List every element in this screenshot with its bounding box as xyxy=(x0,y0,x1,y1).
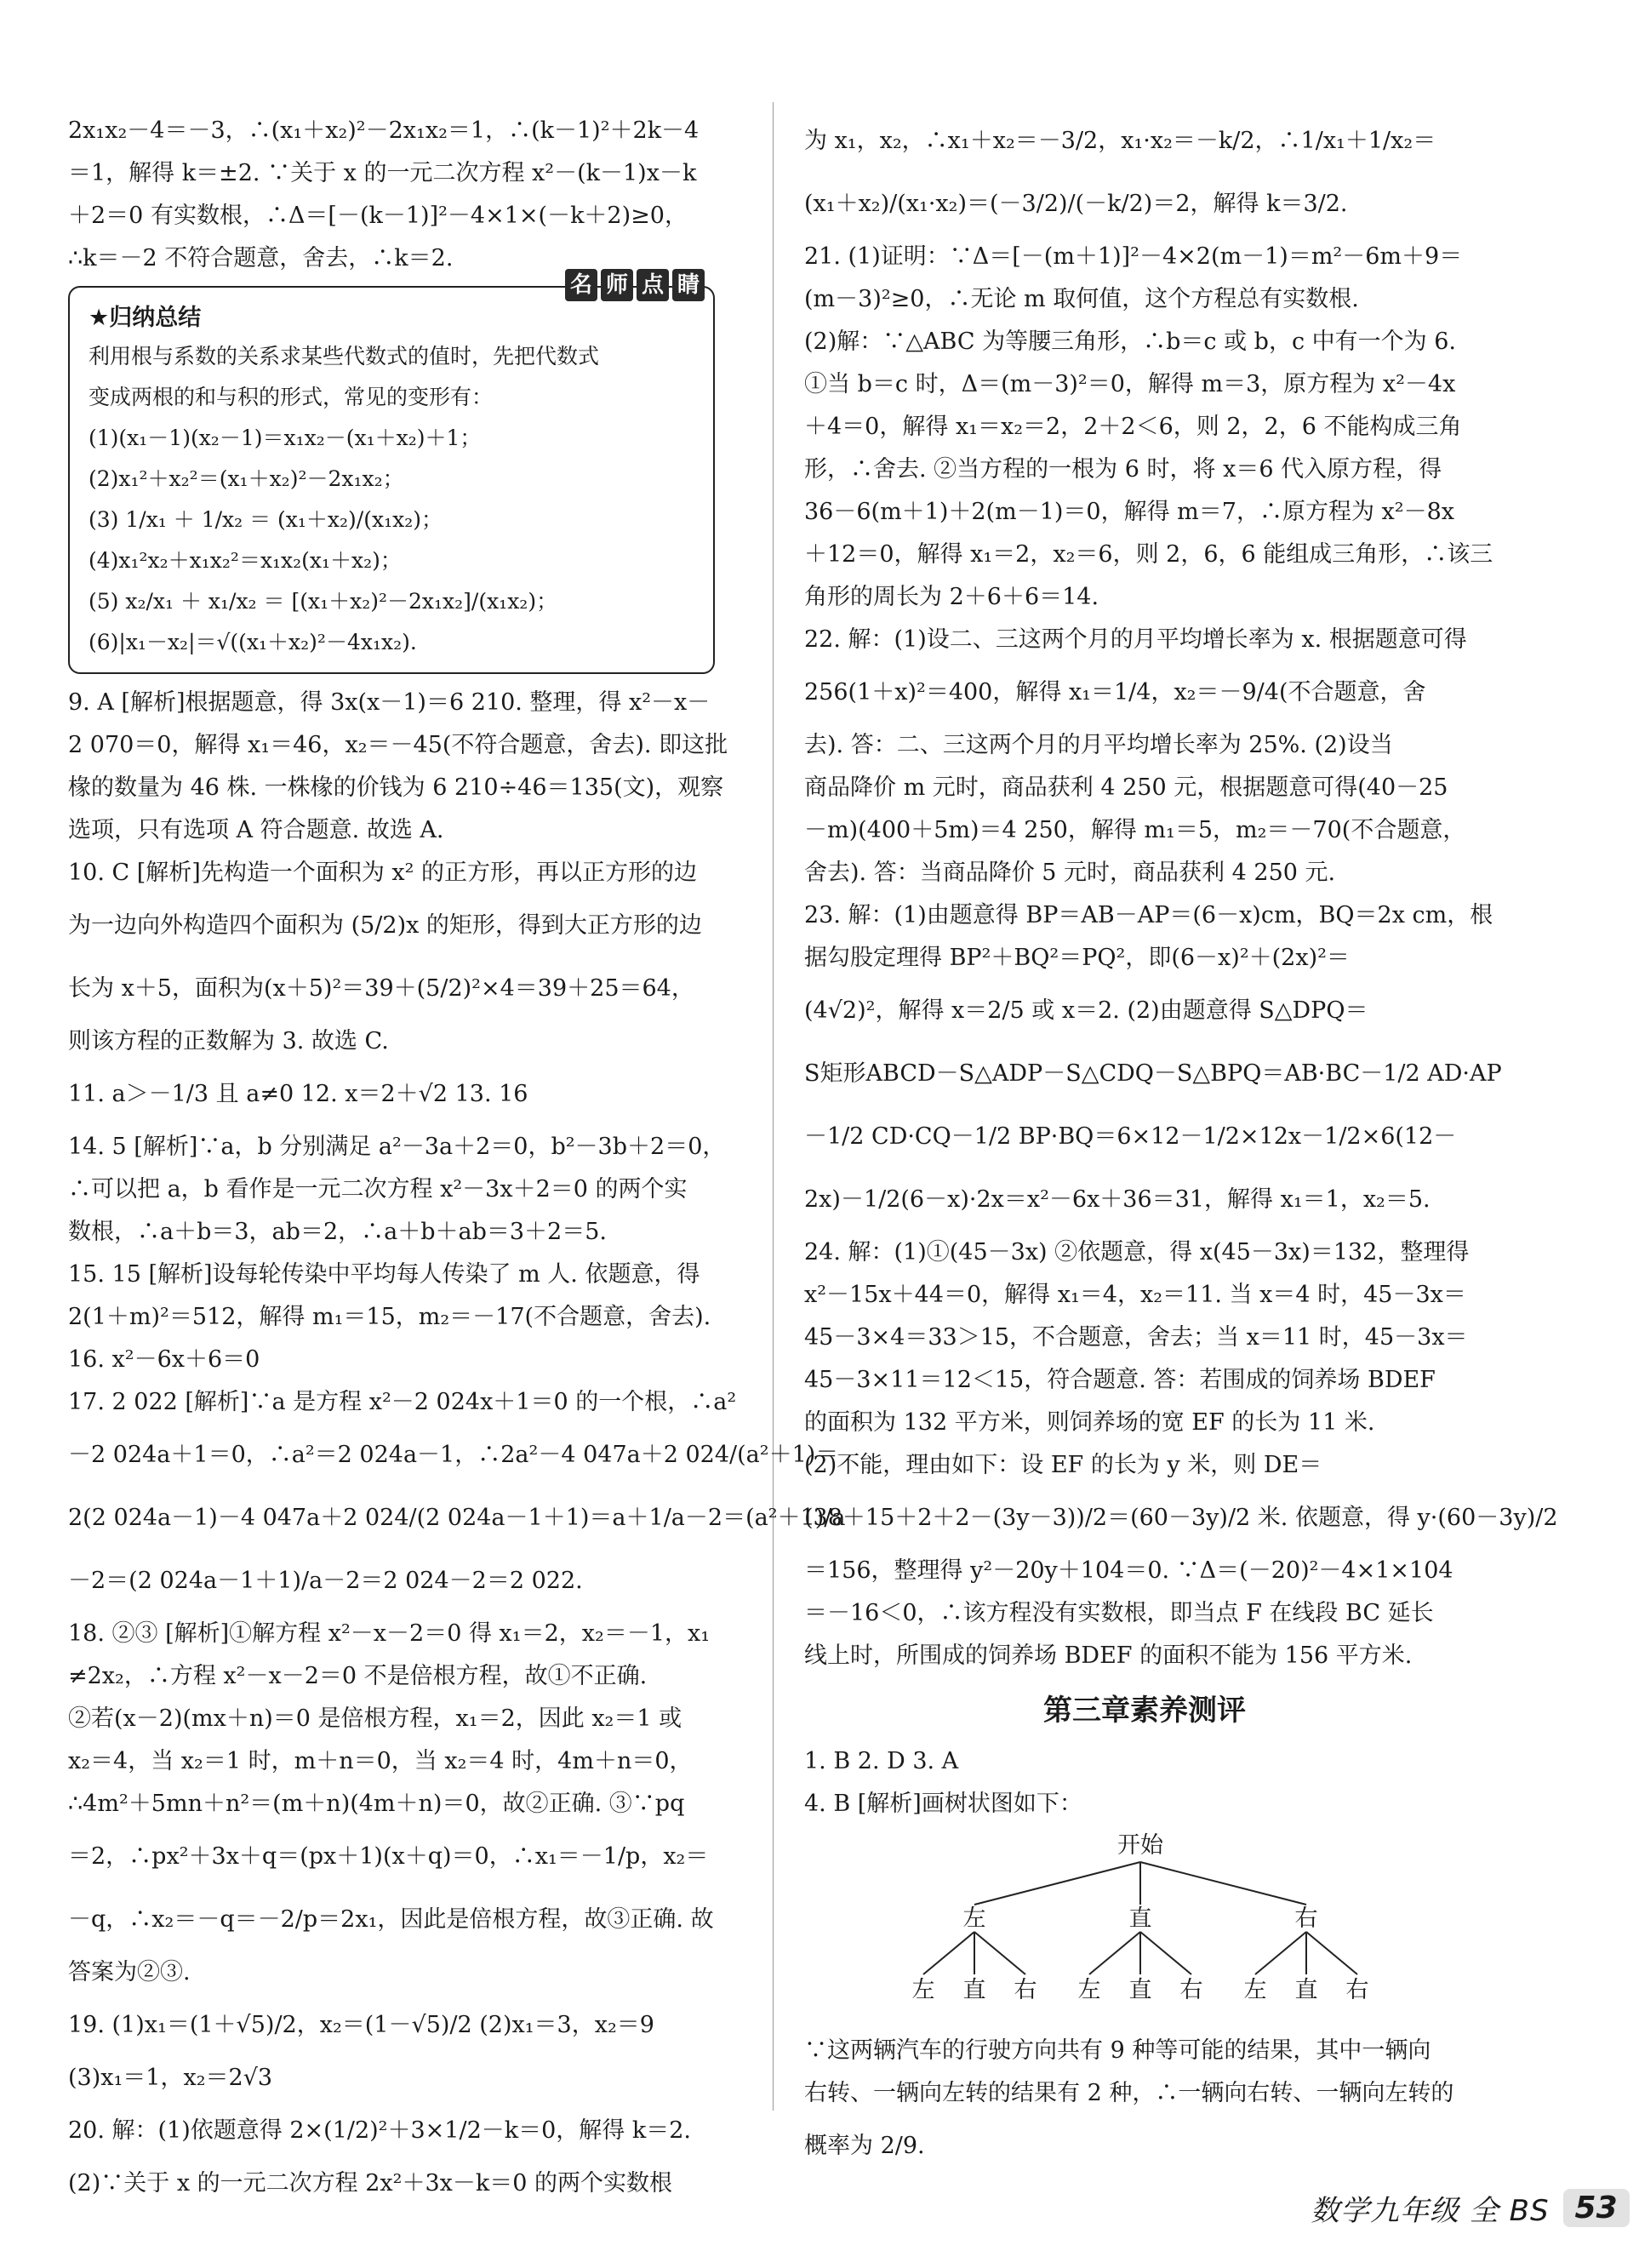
tree-edge xyxy=(1306,1932,1357,1974)
page-number: 53 xyxy=(1563,2189,1630,2227)
answer-line: 舍去). 答：当商品降价 5 元时，商品获利 4 250 元. xyxy=(804,860,1336,886)
answer-line: 形，∴舍去. ②当方程的一根为 6 时，将 x＝6 代入原方程，得 xyxy=(804,456,1442,483)
summary-line: (4)x₁²x₂＋x₁x₂²＝x₁x₂(x₁＋x₂)； xyxy=(89,548,402,573)
page-footer xyxy=(1311,2187,1630,2229)
answer-line: －q，∴x₂＝－q＝－2/p＝2x₁，因此是倍根方程，故③正确. 故 xyxy=(68,1906,714,1933)
answer-line: ①当 b＝c 时，Δ＝(m－3)²＝0，解得 m＝3，原方程为 x²－4x xyxy=(804,371,1456,397)
answer-line: ∴4m²＋5mn＋n²＝(m＋n)(4m＋n)＝0，故②正确. ③∵pq xyxy=(68,1791,685,1817)
answer-line: x²－15x＋44＝0，解得 x₁＝4，x₂＝11. 当 x＝4 时，45－3x＝ xyxy=(804,1282,1466,1308)
answer-line: 1. B 2. D 3. A xyxy=(804,1748,959,1774)
answer-line: 20. 解：(1)依题意得 2×(1/2)²＋3×1/2－k＝0，解得 k＝2. xyxy=(68,2117,691,2144)
answer-line: 23. 解：(1)由题意得 BP＝AB－AP＝(6－x)cm，BQ＝2x cm，根 xyxy=(804,902,1493,928)
badge-char: 师 xyxy=(601,269,633,301)
answer-line: 数根，∴a＋b＝3，ab＝2，∴a＋b＋ab＝3＋2＝5. xyxy=(68,1219,607,1245)
answer-line: 的面积为 132 平方米，则饲养场的宽 EF 的长为 11 米. xyxy=(804,1409,1375,1436)
answer-line: 为一边向外构造四个面积为 (5/2)x 的矩形，得到大正方形的边 xyxy=(68,912,702,939)
tree-diagram xyxy=(804,1828,1451,2024)
answer-line: －m)(400＋5m)＝4 250，解得 m₁＝5，m₂＝－70(不合题意， xyxy=(804,817,1466,843)
answer-line: 2 070＝0，解得 x₁＝46，x₂＝－45(不符合题意，舍去). 即这批 xyxy=(68,732,728,758)
tree-leaf: 左 xyxy=(911,1977,935,2003)
answer-line: 19. (1)x₁＝(1＋√5)/2，x₂＝(1－√5)/2 (2)x₁＝3，x₂＝9 xyxy=(68,2012,654,2038)
answer-line: 45－3×4＝33＞15，不合题意，舍去；当 x＝11 时，45－3x＝ xyxy=(804,1324,1468,1351)
column-divider xyxy=(773,102,774,2111)
tree-node: 右 xyxy=(1294,1905,1318,1932)
badge-char: 睛 xyxy=(672,269,705,301)
answer-line: ＝－16＜0，∴该方程没有实数根，即当点 F 在线段 BC 延长 xyxy=(804,1600,1434,1626)
badge-char: 点 xyxy=(637,269,669,301)
answer-line: 4. B [解析]画树状图如下： xyxy=(804,1791,1082,1817)
left-continuation xyxy=(68,111,745,279)
answer-line: (x₁＋x₂)/(x₁·x₂)＝(－3/2)/(－k/2)＝2，解得 k＝3/2. xyxy=(804,191,1348,217)
answer-line: S矩形ABCD－S△ADP－S△CDQ－S△BPQ＝AB·BC－1/2 AD·AP xyxy=(804,1060,1502,1087)
conclusion-line: ∵这两辆汽车的行驶方向共有 9 种等可能的结果，其中一辆向 xyxy=(804,2037,1431,2064)
left-answers xyxy=(68,683,846,2204)
answer-line: ＝156，整理得 y²－20y＋104＝0. ∵Δ＝(－20)²－4×1×104 xyxy=(804,1557,1453,1584)
answer-line: 36－6(m＋1)＋2(m－1)＝0，解得 m＝7，∴原方程为 x²－8x xyxy=(804,499,1454,525)
summary-box xyxy=(68,272,715,674)
answer-line: 为 x₁，x₂，∴x₁＋x₂＝－3/2，x₁·x₂＝－k/2，∴1/x₁＋1/x₂＝ xyxy=(804,128,1436,154)
answer-line: 则该方程的正数解为 3. 故选 C. xyxy=(68,1028,389,1054)
tree-edge xyxy=(1140,1862,1306,1905)
tree-leaf: 右 xyxy=(1014,1977,1037,2003)
answer-line: 18. ②③ [解析]①解方程 x²－x－2＝0 得 x₁＝2，x₂＝－1，x₁ xyxy=(68,1620,711,1647)
answer-line: x₂＝4，当 x₂＝1 时，m＋n＝0，当 x₂＝4 时，4m＋n＝0， xyxy=(68,1748,693,1774)
answer-line: 22. 解：(1)设二、三这两个月的月平均增长率为 x. 根据题意可得 xyxy=(804,626,1467,653)
answer-line: (4√2)²，解得 x＝2/5 或 x＝2. (2)由题意得 S△DPQ＝ xyxy=(804,997,1368,1024)
answer-line: 17. 2 022 [解析]∵a 是方程 x²－2 024x＋1＝0 的一个根，∴a² xyxy=(68,1389,737,1415)
summary-line: 变成两根的和与积的形式，常见的变形有： xyxy=(89,385,494,409)
conclusion-line: 右转、一辆向左转的结果有 2 种，∴一辆向右转、一辆向左转的 xyxy=(804,2080,1454,2106)
answer-line: 256(1＋x)²＝400，解得 x₁＝1/4，x₂＝－9/4(不合题意，舍 xyxy=(804,679,1426,706)
answer-line: 16. x²－6x＋6＝0 xyxy=(68,1346,260,1373)
answer-line: 答案为②③. xyxy=(68,1959,191,1985)
left-column xyxy=(68,111,846,2206)
tree-leaf: 左 xyxy=(1077,1977,1101,2003)
teacher-tip-badge xyxy=(565,269,705,301)
answer-line: (m－3)²≥0，∴无论 m 取何值，这个方程总有实数根. xyxy=(804,286,1359,312)
answer-line: 商品降价 m 元时，商品获利 4 250 元，根据题意可得(40－25 xyxy=(804,774,1448,801)
tree-leaf: 直 xyxy=(962,1977,986,2003)
tree-node: 直 xyxy=(1128,1905,1152,1932)
tree-edge xyxy=(1089,1932,1140,1974)
tree-leaf: 直 xyxy=(1128,1977,1152,2003)
tree-edge xyxy=(923,1932,974,1974)
answer-line: 角形的周长为 2＋6＋6＝14. xyxy=(804,584,1099,610)
answer-line: 11. a＞－1/3 且 a≠0 12. x＝2＋√2 13. 16 xyxy=(68,1081,528,1107)
answer-line: (38＋15＋2＋2－(3y－3))/2＝(60－3y)/2 米. 依题意，得 y·(60－3y)/2 xyxy=(804,1505,1558,1531)
tree-leaf: 右 xyxy=(1345,1977,1369,2003)
tree-edge xyxy=(1255,1932,1306,1974)
answer-line: 2(1＋m)²＝512，解得 m₁＝15，m₂＝－17(不合题意，舍去). xyxy=(68,1304,711,1330)
answer-line: 2x)－1/2(6－x)·2x＝x²－6x＋36＝31，解得 x₁＝1，x₂＝5. xyxy=(804,1186,1431,1213)
answer-line: －2＝(2 024a－1＋1)/a－2＝2 024－2＝2 022. xyxy=(68,1568,583,1594)
right-column xyxy=(804,111,1558,2179)
answer-line: 去). 答：二、三这两个月的月平均增长率为 25%. (2)设当 xyxy=(804,732,1393,758)
answer-line: 长为 x＋5，面积为(x＋5)²＝39＋(5/2)²×4＝39＋25＝64， xyxy=(68,975,694,1002)
answer-line: ＝2，∴px²＋3x＋q＝(px＋1)(x＋q)＝0，∴x₁＝－1/p，x₂＝ xyxy=(68,1843,709,1870)
tree-edge xyxy=(974,1862,1140,1905)
tree-root: 开始 xyxy=(1117,1832,1163,1859)
answer-line: ＋12＝0，解得 x₁＝2，x₂＝6，则 2，6，6 能组成三角形，∴该三 xyxy=(804,541,1493,568)
answer-line: 据勾股定理得 BP²＋BQ²＝PQ²，即(6－x)²＋(2x)²＝ xyxy=(804,945,1350,971)
answer-line: (3)x₁＝1，x₂＝2√3 xyxy=(68,2065,273,2091)
answer-line: ＋4＝0，解得 x₁＝x₂＝2，2＋2＜6，则 2，2，6 不能构成三角 xyxy=(804,414,1462,440)
answer-line: 2(2 024a－1)－4 047a＋2 024/(2 024a－1＋1)＝a＋1/a－2＝(a²＋1)/a xyxy=(68,1505,846,1531)
answer-line: (2)不能，理由如下：设 EF 的长为 y 米，则 DE＝ xyxy=(804,1452,1322,1478)
text-line: ＝1，解得 k＝±2. ∵关于 x 的一元二次方程 x²－(k－1)x－k xyxy=(68,160,697,186)
answer-line: 椽的数量为 46 株. 一株椽的价钱为 6 210÷46＝135(文)，观察 xyxy=(68,774,724,801)
answer-line: ≠2x₂，∴方程 x²－x－2＝0 不是倍根方程，故①不正确. xyxy=(68,1663,648,1689)
summary-line: (5) x₂/x₁ ＋ x₁/x₂ ＝ [(x₁＋x₂)²－2x₁x₂]/(x₁x₂)； xyxy=(89,589,558,614)
answer-line: 14. 5 [解析]∵a，b 分别满足 a²－3a＋2＝0，b²－3b＋2＝0， xyxy=(68,1134,726,1160)
badge-char: 名 xyxy=(565,269,597,301)
footer-label: 数学九年级 全 BS xyxy=(1311,2194,1550,2228)
answer-line: －2 024a＋1＝0，∴a²＝2 024a－1，∴2a²－4 047a＋2 024/(a²＋1)＝ xyxy=(68,1442,839,1468)
summary-line: 利用根与系数的关系求某些代数式的值时，先把代数式 xyxy=(89,344,600,368)
tree-edge xyxy=(1140,1932,1191,1974)
tree-leaf: 右 xyxy=(1179,1977,1203,2003)
summary-line: (3) 1/x₁ ＋ 1/x₂ ＝ (x₁＋x₂)/(x₁x₂)； xyxy=(89,507,443,532)
conclusion-line: 概率为 2/9. xyxy=(804,2133,925,2159)
answer-line: ②若(x－2)(mx＋n)＝0 是倍根方程，x₁＝2，因此 x₂＝1 或 xyxy=(68,1705,682,1732)
answer-line: ∴可以把 a，b 看作是一元二次方程 x²－3x＋2＝0 的两个实 xyxy=(68,1176,688,1203)
text-line: 2x₁x₂－4＝－3，∴(x₁＋x₂)²－2x₁x₂＝1，∴(k－1)²＋2k－4 xyxy=(68,117,700,144)
summary-line: (6)|x₁－x₂|＝√((x₁＋x₂)²－4x₁x₂). xyxy=(89,630,417,654)
text-line: ＋2＝0 有实数根，∴Δ＝[－(k－1)]²－4×1×(－k＋2)≥0， xyxy=(68,203,688,229)
answer-line: 15. 15 [解析]设每轮传染中平均每人传染了 m 人. 依题意，得 xyxy=(68,1261,700,1288)
answer-line: (2)解：∵△ABC 为等腰三角形，∴b＝c 或 b，c 中有一个为 6. xyxy=(804,328,1456,355)
right-answers xyxy=(804,111,1558,1677)
summary-title: ★归纳总结 xyxy=(89,305,202,331)
tree-leaf: 左 xyxy=(1243,1977,1267,2003)
answer-line: 24. 解：(1)①(45－3x) ②依题意，得 x(45－3x)＝132，整理得 xyxy=(804,1239,1470,1265)
answer-line: 选项，只有选项 A 符合题意. 故选 A. xyxy=(68,817,444,843)
text-line: ∴k＝－2 不符合题意，舍去，∴k＝2. xyxy=(68,245,454,271)
answer-line: 线上时，所围成的饲养场 BDEF 的面积不能为 156 平方米. xyxy=(804,1642,1413,1669)
answer-line: 9. A [解析]根据题意，得 3x(x－1)＝6 210. 整理，得 x²－x－ xyxy=(68,689,711,716)
answer-line: 21. (1)证明：∵Δ＝[－(m＋1)]²－4×2(m－1)＝m²－6m＋9＝ xyxy=(804,243,1463,270)
summary-line: (2)x₁²＋x₂²＝(x₁＋x₂)²－2x₁x₂； xyxy=(89,466,404,491)
section-title: 第三章素养测评 xyxy=(1043,1694,1246,1728)
answer-line: －1/2 CD·CQ－1/2 BP·BQ＝6×12－1/2×12x－1/2×6(12－ xyxy=(804,1123,1457,1150)
answer-line: (2)∵关于 x 的一元二次方程 2x²＋3x－k＝0 的两个实数根 xyxy=(68,2170,672,2197)
answer-line: 45－3×11＝12＜15，符合题意. 答：若围成的饲养场 BDEF xyxy=(804,1367,1436,1393)
tree-leaf: 直 xyxy=(1294,1977,1318,2003)
tree-node: 左 xyxy=(962,1905,986,1932)
summary-line: (1)(x₁－1)(x₂－1)＝x₁x₂－(x₁＋x₂)＋1； xyxy=(89,426,482,450)
answer-line: 10. C [解析]先构造一个面积为 x² 的正方形，再以正方形的边 xyxy=(68,860,698,886)
tree-edge xyxy=(974,1932,1025,1974)
